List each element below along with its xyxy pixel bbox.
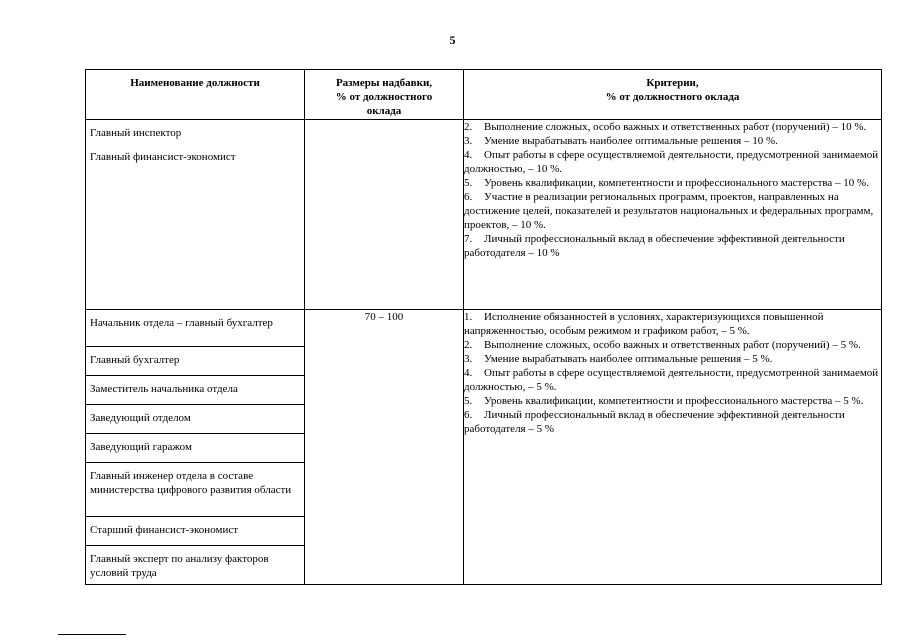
page-number: 5 [449,33,456,47]
header-amount: Размеры надбавки, % от должностного оклада [305,70,464,120]
position-item: Заместитель начальника отдела [86,376,304,405]
criteria-cell [464,310,882,585]
position-item: Старший финансист-экономист [86,517,304,546]
criterion-item: 4. Опыт работы в сфере осуществляемой деятельности, предусмотренной занимаемой должностью, – 10 %. [464,149,879,175]
table-row [86,310,882,585]
table-row [86,120,882,310]
criterion-item: 7. Личный профессиональный вклад в обеспечение эффективной деятельности работодателя – 10 % [464,233,845,259]
table-header-row [86,70,882,120]
position-item: Главный инспектор [90,127,182,139]
position-item: Заведующий отделом [86,405,304,434]
position-item: Заведующий гаражом [86,434,304,463]
criterion-item: 5. Уровень квалификации, компетентности и профессионального мастерства – 10 %. [464,177,869,189]
position-item: Начальник отдела – главный бухгалтер [86,310,304,347]
criterion-item: 6. Участие в реализации региональных программ, проектов, направленных на достижение целей, показателей и результатов национальных и федеральных программ, проектов, – 10 %. [464,191,874,231]
criterion-item: 3. Умение вырабатывать наиболее оптимальные решения – 10 %. [464,135,778,147]
amount-cell: 70 – 100 [305,310,464,585]
criterion-item: 2. Выполнение сложных, особо важных и ответственных работ (поручений) – 10 %. [464,121,867,133]
criterion-item: 2. Выполнение сложных, особо важных и ответственных работ (поручений) – 5 %. [464,339,861,351]
criterion-item: 6. Личный профессиональный вклад в обеспечение эффективной деятельности работодателя – 5 % [464,409,845,435]
criterion-item: 4. Опыт работы в сфере осуществляемой деятельности, предусмотренной занимаемой должностью, – 5 %. [464,367,879,393]
position-item: Главный финансист-экономист [90,151,236,163]
footnote-separator [58,634,126,635]
allowance-table [85,69,882,585]
criterion-item: 3. Умение вырабатывать наиболее оптимальные решения – 5 %. [464,353,773,365]
header-criteria: Критерии, % от должностного оклада [464,70,882,120]
header-position: Наименование должности [86,70,305,120]
criteria-cell [464,120,882,310]
positions-cell [86,310,305,585]
criterion-item: 5. Уровень квалификации, компетентности и профессионального мастерства – 5 %. [464,395,864,407]
amount-cell [305,120,464,310]
positions-cell [86,120,305,310]
criterion-item: 1. Исполнение обязанностей в условиях, характеризующихся повышенной напряженностью, особым режимом и графиком работ, – 5 %. [464,311,824,337]
position-item: Главный инженер отдела в составе министерства цифрового развития области [86,463,304,517]
position-item: Главный эксперт по анализу факторов условий труда [90,553,269,579]
position-item: Главный бухгалтер [86,347,304,376]
